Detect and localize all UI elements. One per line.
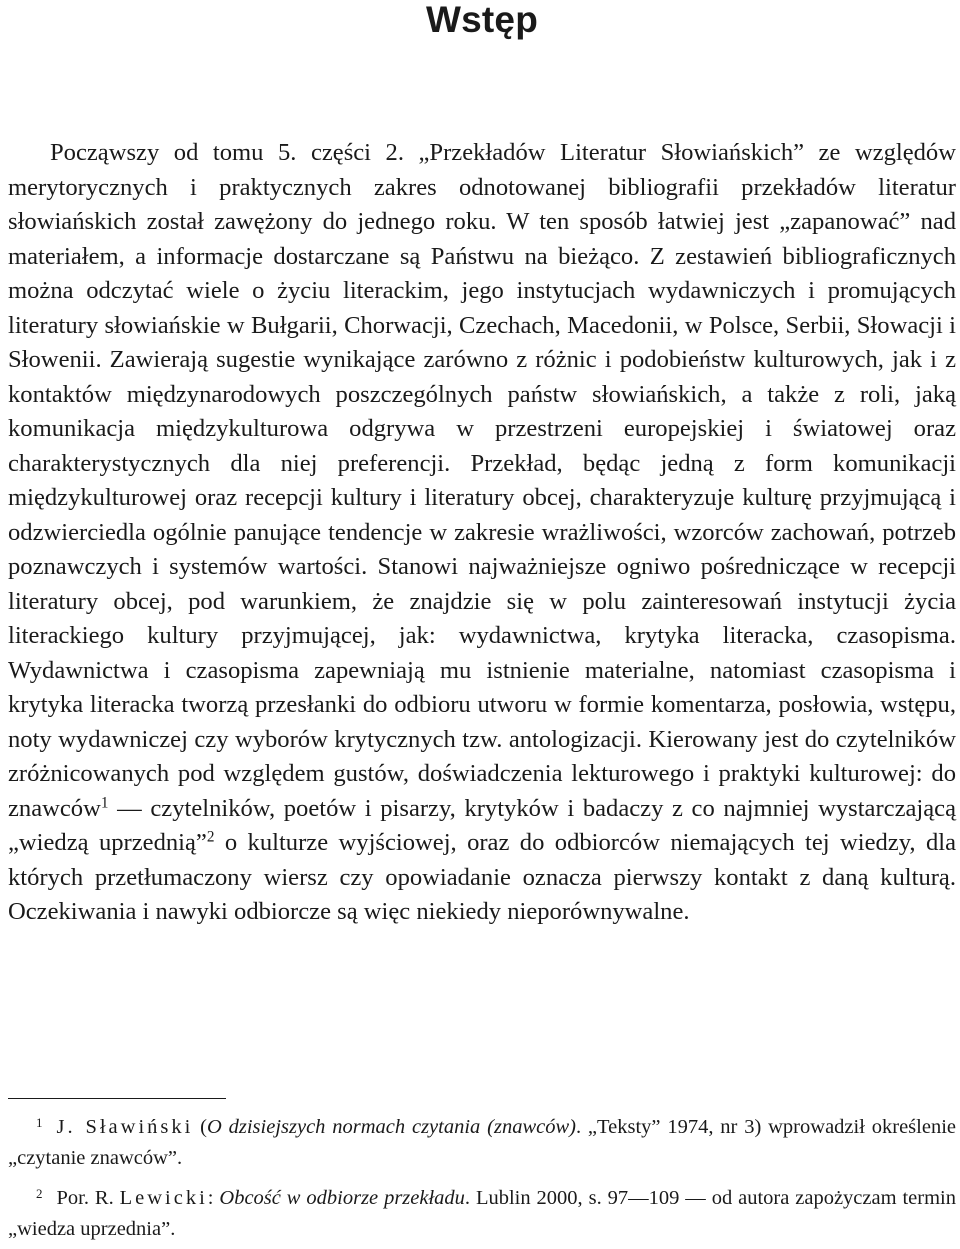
footnote-2 (8, 1178, 956, 1245)
footnote-1 (8, 1107, 956, 1174)
footnote-2-rest: . Lublin 2000, s. 97—109 — od autora zapożyczam termin „wiedza uprzednia”. (8, 1187, 956, 1240)
footnote-separator (8, 1098, 226, 1099)
footnote-2-author: Lewicki (119, 1187, 208, 1209)
footnotes (8, 1107, 956, 1249)
document-page (8, 0, 956, 1240)
footnote-mark-1: 1 (36, 1115, 43, 1130)
footnote-ref-2[interactable]: 2 (206, 828, 215, 846)
body-text-part-1: Począwszy od tomu 5. części 2. „Przekładów Literatur Słowiańskich” ze względów merytorycznych i praktycznych zakres odnotowanej bibliografii przekładów literatur słowiańskich został zawężony do jednego roku. W ten sposób łatwiej jest „zapanować” nad materiałem, a informacje dostarczane są Państwu na bieżąco. Z zestawień bibliograficznych można odczytać wiele o życiu literackim, jego instytucjach wydawniczych i promujących literatury słowiańskie w Bułgarii, Chorwacji, Czechach, Macedonii, w Polsce, Serbii, Słowacji i Słowenii. Zawierają sugestie wynikające zarówno z różnic i podobieństw kulturowych, jak i z kontaktów międzynarodowych poszczególnych państw słowiańskich, a także z roli, jaką komunikacja międzykulturowa odgrywa w przestrzeni europejskiej i światowej oraz charakterystycznych dla niej preferencji. Przekład, będąc jedną z form komunikacji międzykulturowej oraz recepcji kultury i literatury obcej, charakteryzuje kulturę przyjmującą i odzwierciedla ogólnie panujące tendencje w zakresie wrażliwości, wzorców zachowań, potrzeb poznawczych i systemów wartości. Stanowi najważniejsze ogniwo pośredniczące w recepcji literatury obcej, pod warunkiem, że znajdzie się w polu zainteresowań instytucji życia literackiego kultury przyjmującej, jak: wydawnictwa, krytyka literacka, czasopisma. Wydawnictwa i czasopisma zapewniają mu istnienie materialne, natomiast czasopisma i krytyka literacka tworzą przesłanki do odbioru utworu w formie komentarza, posłowia, wstępu, noty wydawniczej czy wyborów krytycznych tzw. antologizacji. Kierowany jest do czytelników zróżnicowanych pod względem gustów, doświadczenia lekturowego i praktyki kulturowej: do znawców (8, 139, 956, 822)
footnote-1-title: O dzisiejszych normach czytania (znawców) (206, 1116, 576, 1138)
footnote-1-open: ( (193, 1116, 207, 1138)
body-text-part-2: — czytelników, poetów i pisarzy, krytyków i badaczy z co najmniej wystarczającą „wiedzą uprzednią” (8, 794, 956, 856)
footnote-1-author: J. Sławiński (56, 1116, 194, 1138)
page-title: Wstęp (426, 0, 538, 40)
body-paragraph (8, 136, 956, 930)
footnote-2-title: Obcość w odbiorze przekładu (219, 1187, 465, 1209)
footnote-1-rest: . „Teksty” 1974, nr 3) wprowadził określenie „czytanie znawców”. (8, 1116, 956, 1169)
footnote-2-prefix: Por. R. (56, 1187, 120, 1209)
footnote-ref-1[interactable]: 1 (100, 794, 109, 812)
footnote-mark-2: 2 (36, 1186, 43, 1201)
body-text-part-3: o kulturze wyjściowej, oraz do odbiorców niemających tej wiedzy, dla których przetłumaczony wiersz czy opowiadanie oznacza pierwszy kontakt z daną kulturą. Oczekiwania i nawyki odbiorcze są więc niekiedy nieporównywalne. (8, 829, 956, 925)
footnote-2-colon: : (207, 1187, 220, 1209)
